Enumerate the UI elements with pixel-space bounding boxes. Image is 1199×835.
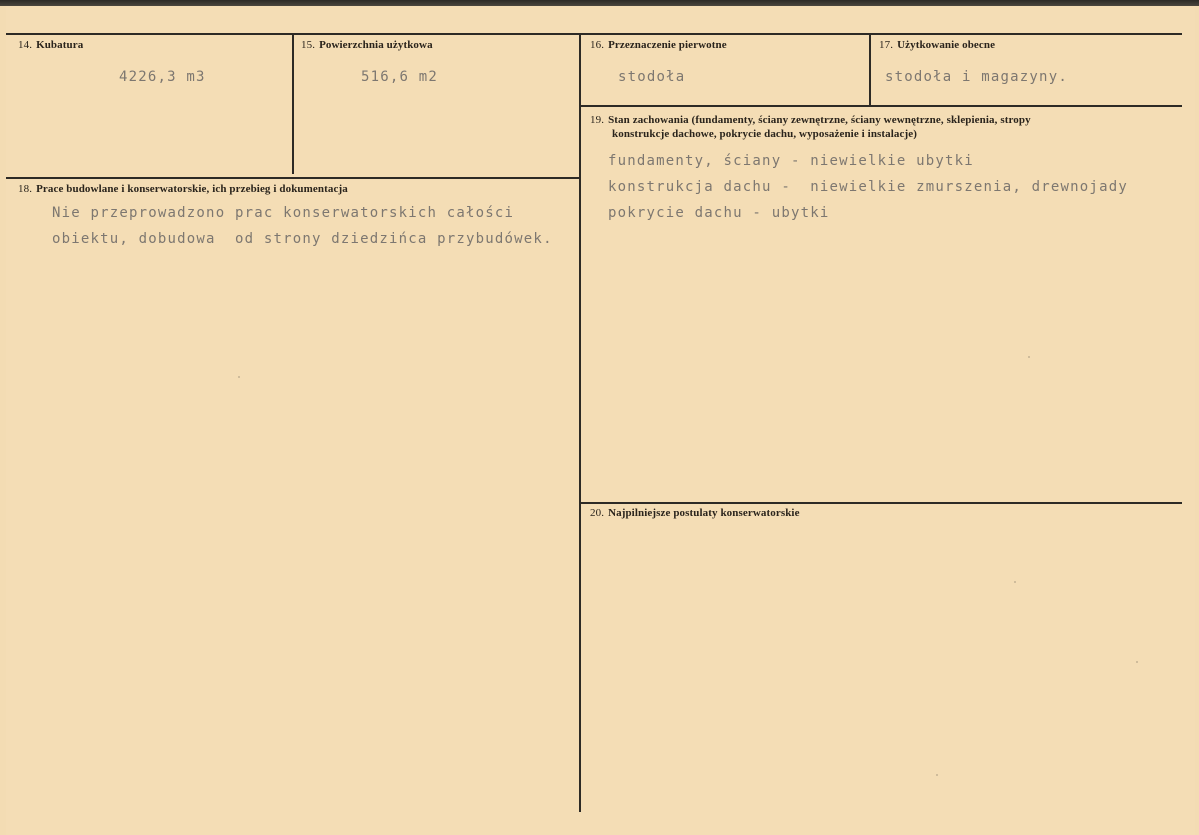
field-16-value: stodoła	[618, 69, 686, 85]
field-17-label: 17. Użytkowanie obecne	[879, 39, 996, 51]
rule-above-19	[581, 105, 1182, 107]
record-card	[6, 6, 1195, 835]
field-18-text-line-2: obiektu, dobudowa od strony dziedzińca przybudówek.	[52, 231, 553, 247]
rule-above-18	[6, 177, 580, 179]
field-19-label: 19. Stan zachowania (fundamenty, ściany zewnętrzne, ściany wewnętrzne, sklepienia, stropy	[590, 114, 1031, 126]
field-14-value: 4226,3 m3	[119, 69, 206, 85]
field-15-value: 516,6 m2	[361, 69, 439, 85]
paper-speck	[1014, 581, 1016, 583]
field-18-text-line-1: Nie przeprowadzono prac konserwatorskich całości	[52, 205, 515, 221]
paper-speck	[1136, 661, 1138, 663]
field-14-label: 14. Kubatura	[18, 39, 84, 51]
field-17-value: stodoła i magazyny.	[885, 69, 1068, 85]
divider-16-17	[869, 34, 871, 106]
field-18-label: 18. Prace budowlane i konserwatorskie, ich przebieg i dokumentacja	[18, 183, 348, 195]
field-19-text-line-1: fundamenty, ściany - niewielkie ubytki	[608, 153, 974, 169]
top-rule	[6, 33, 1182, 35]
field-19-text-line-2: konstrukcja dachu - niewielkie zmurszenia, drewnojady	[608, 179, 1128, 195]
field-19-label-cont: konstrukcje dachowe, pokrycie dachu, wyposażenie i instalacje)	[612, 128, 918, 140]
field-20-label: 20. Najpilniejsze postulaty konserwatorskie	[590, 507, 800, 519]
main-divider	[579, 34, 581, 812]
field-19-text-line-3: pokrycie dachu - ubytki	[608, 205, 830, 221]
field-16-label: 16. Przeznaczenie pierwotne	[590, 39, 727, 51]
divider-14-15	[292, 34, 294, 174]
field-15-label: 15. Powierzchnia użytkowa	[301, 39, 433, 51]
paper-speck	[936, 774, 938, 776]
paper-speck	[238, 376, 240, 378]
rule-above-20	[581, 502, 1182, 504]
paper-speck	[1028, 356, 1030, 358]
